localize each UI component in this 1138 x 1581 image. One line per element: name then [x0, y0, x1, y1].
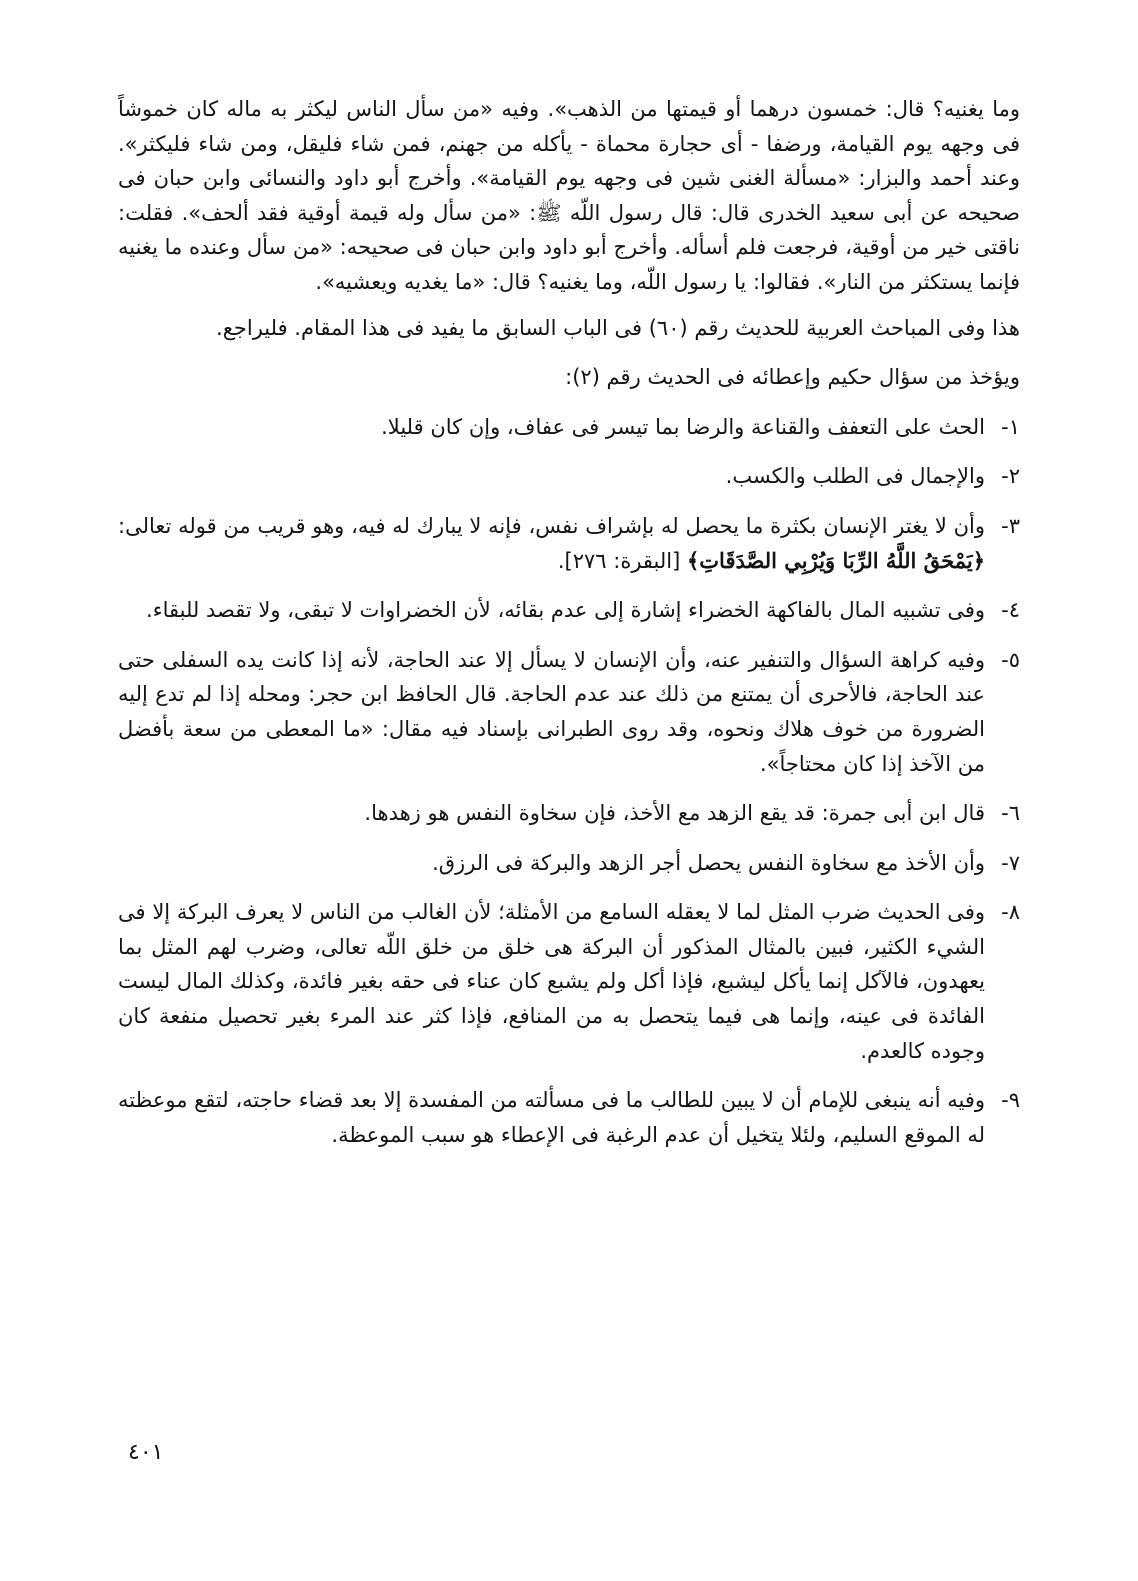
- lesson-item-4: [118, 593, 1020, 628]
- lesson-item-1: [118, 410, 1020, 445]
- lesson-item-9: [118, 1083, 1020, 1152]
- lesson-item-7: [118, 846, 1020, 881]
- reference-paragraph: هذا وفى المباحث العربية للحديث رقم (٦٠) فى الباب السابق ما يفيد فى هذا المقام. فليراجع.: [216, 315, 1020, 340]
- lesson-text: قال ابن أبى جمرة: قد يقع الزهد مع الأخذ، فإن سخاوة النفس هو زهدها.: [364, 801, 985, 826]
- lesson-number: ٨-: [1001, 900, 1020, 925]
- lesson-text: وفى الحديث ضرب المثل لما لا يعقله السامع من الأمثلة؛ لأن الغالب من الناس لا يعرف البركة إلا فى الشيء الكثير، فبين بالمثال المذكور أن البركة هى خلق من خلق اللّه تعالى، وضرب لهم المثل بما يعهدون، فالآكل إنما يأكل ليشبع، فإذا أكل ولم يشبع كان عناء فى حقه بغير فائدة، وكذلك المال ليست الفائدة فى عينه، وإنما هى فيما يتحصل به من المنافع، فإذا كثر عند المرء بغير تحصيل منفعة كان وجوده كالعدم.: [118, 900, 985, 1063]
- lesson-text: وأن الأخذ مع سخاوة النفس يحصل أجر الزهد والبركة فى الرزق.: [432, 850, 985, 875]
- lesson-text: والإجمال فى الطلب والكسب.: [725, 464, 985, 489]
- lesson-number: ٦-: [1001, 801, 1020, 826]
- lesson-item-6: [118, 796, 1020, 831]
- lesson-item-2: [118, 459, 1020, 494]
- page-body: [118, 92, 1020, 1167]
- quran-verse: ﴿يَمْحَقُ اللَّهُ الرِّبَا وَيُرْبِي الصَّدَقَاتِ﴾: [686, 547, 985, 573]
- lesson-number: ٤-: [1001, 598, 1020, 623]
- lesson-item-3: [118, 509, 1020, 578]
- lesson-number: ٥-: [1001, 647, 1020, 672]
- page-number: ٤٠١: [128, 1440, 164, 1465]
- lesson-item-8: [118, 895, 1020, 1068]
- lesson-number: ١-: [1001, 414, 1020, 439]
- lesson-text: وفيه أنه ينبغى للإمام أن لا يبين للطالب ما فى مسألته من المفسدة إلا بعد قضاء حاجته، لتقع موعظته له الموقع السليم، ولئلا يتخيل أن عدم الرغبة فى الإعطاء هو سبب الموعظة.: [118, 1088, 985, 1147]
- lessons-intro: ويؤخذ من سؤال حكيم وإعطائه فى الحديث رقم (٢):: [565, 365, 1020, 390]
- lesson-number: ٧-: [1001, 850, 1020, 875]
- lesson-item-5: [118, 643, 1020, 781]
- hadith-commentary-paragraph: وما يغنيه؟ قال: خمسون درهما أو قيمتها من الذهب». وفيه «من سأل الناس ليكثر به ماله كان خموشاً فى وجهه يوم القيامة، ورضفا - أى حجارة محماة - يأكله من جهنم، فمن شاء فليقل، ومن شاء فليكثر». وعند أحمد والبزار: «مسألة الغنى شين فى وجهه يوم القيامة». وأخرج أبو داود والنسائى وابن حبان فى صحيحه عن أبى سعيد الخدرى قال: قال رسول اللّه ﷺ: «من سأل وله قيمة أوقية فقد ألحف». فقلت: ناقتى خير من أوقية، فرجعت فلم أسأله. وأخرج أبو داود وابن حبان فى صحيحه: «من سأل وعنده ما يغنيه فإنما يستكثر من النار». فقالوا: يا رسول اللّه، وما يغنيه؟ قال: «ما يغديه ويعشيه».: [118, 97, 1020, 294]
- lesson-text: وأن لا يغتر الإنسان بكثرة ما يحصل له بإشراف نفس، فإنه لا يبارك له فيه، وهو قريب من قوله تعالى:: [118, 513, 985, 538]
- lesson-text: وفى تشبيه المال بالفاكهة الخضراء إشارة إلى عدم بقائه، لأن الخضراوات لا تبقى، ولا تقصد للبقاء.: [146, 598, 985, 623]
- lesson-number: ٣-: [1001, 513, 1020, 538]
- lesson-number: ٩-: [1001, 1088, 1020, 1113]
- lesson-text: الحث على التعفف والقناعة والرضا بما تيسر فى عفاف، وإن كان قليلا.: [381, 414, 985, 439]
- lesson-number: ٢-: [1001, 464, 1020, 489]
- lesson-text: وفيه كراهة السؤال والتنفير عنه، وأن الإنسان لا يسأل إلا عند الحاجة، لأنه إذا كانت يده السفلى حتى عند الحاجة، فالأحرى أن يمتنع من ذلك عند عدم الحاجة. قال الحافظ ابن حجر: ومحله إذا لم تدع إليه الضرورة من خوف هلاك ونحوه، وقد روى الطبرانى بإسناد فيه مقال: «ما المعطى من سعة بأفضل من الآخذ إذا كان محتاجاً».: [118, 647, 985, 776]
- quran-citation: [البقرة: ٢٧٦].: [557, 548, 687, 573]
